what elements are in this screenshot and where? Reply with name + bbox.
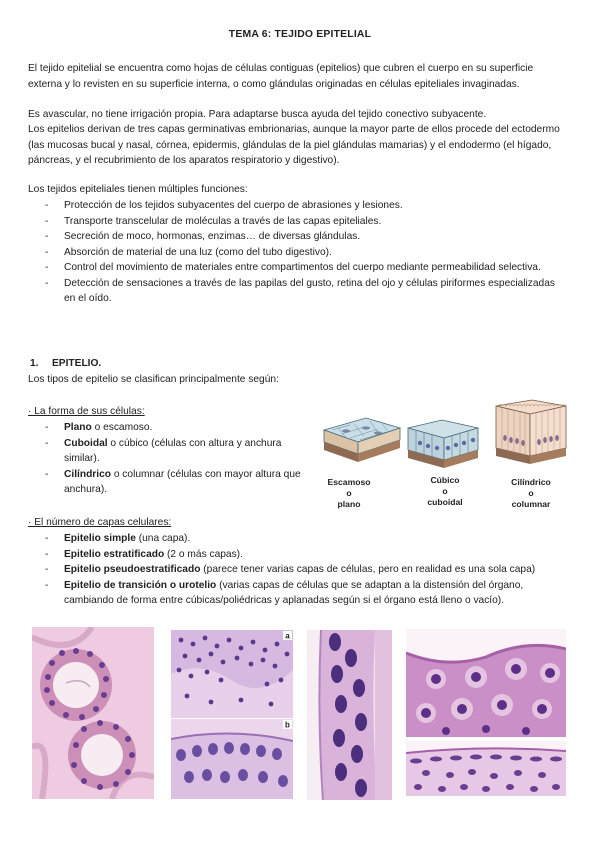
functions-list <box>28 198 568 307</box>
list-item: - Secreción de moco, hormonas, enzimas… de diversas glándulas. <box>28 229 568 245</box>
layers-list <box>28 531 573 609</box>
micrograph-mark-a: a <box>285 631 290 641</box>
list-item: - Transporte transcelular de moléculas a través de las capas epiteliales. <box>28 214 568 230</box>
micrograph-mark-b: b <box>285 720 290 730</box>
section-number: 1. <box>30 358 39 369</box>
list-item: - Epitelio simple (una capa). <box>28 531 573 547</box>
cuboidal-epithelium-diagram <box>408 420 478 468</box>
epithelium-shape-diagrams <box>320 398 570 513</box>
layers-subheading: · El número de capas celulares: <box>28 517 172 528</box>
section-title: EPITELIO. <box>52 358 102 369</box>
page-title: TEMA 6: TEJIDO EPITELIAL <box>228 29 372 40</box>
list-item: - Plano o escamoso. <box>28 420 310 436</box>
functions-lead: Los tejidos epiteliales tienen múltiples funciones: <box>28 184 248 195</box>
list-item: - Epitelio estratificado (2 o más capas). <box>28 547 573 563</box>
micrograph-transitional-a <box>406 629 566 737</box>
shape-list <box>28 420 310 498</box>
list-item: - Control del movimiento de materiales entre compartimentos del cuerpo mediante permeabilidad selectiva. <box>28 260 568 276</box>
columnar-epithelium-diagram <box>496 400 566 464</box>
columnar-label: Cilíndrico o columnar <box>511 477 551 509</box>
list-item: - Epitelio pseudoestratificado (parece tener varias capas de células, pero en realidad es una sola capa) <box>28 562 573 578</box>
intro-paragraph-2: Es avascular, no tiene irrigación propia. Para adaptarse busca ayuda del tejido conectivo subyacente. <box>28 109 487 120</box>
list-item: - Protección de los tejidos subyacentes del cuerpo de abrasiones y lesiones. <box>28 198 568 214</box>
list-item: - Epitelio de transición o urotelio (varias capas de células que se adaptan a la distensión del órgano, cambiando de forma entre cúbicas/poliédricas y aplanadas según si el órgano está lleno o vacío). <box>28 578 573 609</box>
section-lead: Los tipos de epitelio se clasifican principalmente según: <box>28 374 279 385</box>
shape-subheading: · La forma de sus células: <box>28 406 145 417</box>
list-item: - Absorción de material de una luz (como del tubo digestivo). <box>28 245 568 261</box>
squamous-epithelium-diagram <box>324 418 400 462</box>
micrograph-pseudostratified <box>307 630 392 800</box>
list-item: - Detección de sensaciones a través de las papilas del gusto, retina del ojo y células piriformes especializadas en el oído. <box>28 276 568 307</box>
intro-paragraph-1: El tejido epitelial se encuentra como hojas de células contiguas (epitelios) que cubren el cuerpo en su superficie externa y lo revisten en su superficie interna, o como glándulas originadas en células epiteliales invaginadas. <box>28 63 534 90</box>
squamous-label: Escamoso o plano <box>327 477 371 509</box>
micrograph-stratified-b <box>171 719 293 799</box>
intro-paragraph-3: Los epitelios derivan de tres capas germinativas embrionarias, aunque la mayor parte de ellos procede del ectodermo (las mucosas bucal y nasal, córnea, epidermis, glándulas de la piel glándulas mamarias) y el endodermo (el hígado, páncreas, y el recubrimiento de los aparatos respiratorio y digestivo). <box>28 124 560 166</box>
micrograph-simple-cuboidal <box>32 627 154 799</box>
list-item: - Cilíndrico o columnar (células con mayor altura que anchura). <box>28 467 310 498</box>
list-item: - Cuboidal o cúbico (células con altura y anchura similar). <box>28 436 310 467</box>
micrograph-transitional-b <box>406 741 566 796</box>
cuboidal-label: Cúbico o cuboidal <box>427 475 463 507</box>
section-heading <box>28 356 101 372</box>
micrograph-stratified-a <box>171 630 293 718</box>
